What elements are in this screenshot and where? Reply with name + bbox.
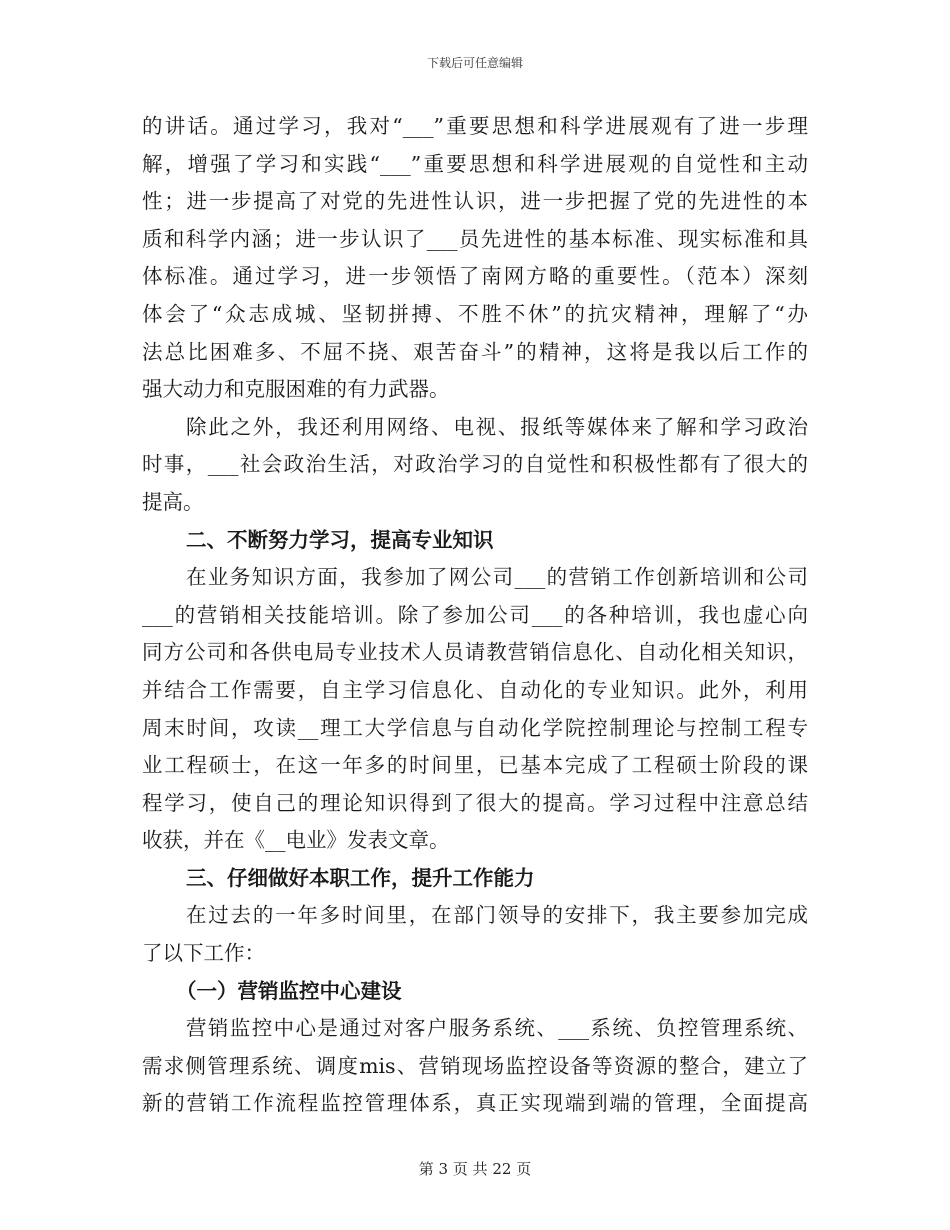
document-body [142,108,808,1123]
paragraph-line: 的讲话。通过学习，我对“___”重要思想和科学进展观有了进一步理 [142,114,808,138]
paragraph-line: 在业务知识方面，我参加了网公司___的营销工作创新培训和公司 [186,565,808,590]
paragraph-line: 强大动力和克服困难的有力武器。 [142,377,450,402]
paragraph-line: 程学习，使自己的理论知识得到了很大的提高。学习过程中注意总结 [142,790,808,815]
paragraph-line: 需求侧管理系统、调度mis、营销现场监控设备等资源的整合，建立了 [142,1053,808,1078]
page-number: 第 3 页 共 22 页 [418,1160,532,1178]
paragraph-line: 了以下工作： [142,941,265,966]
paragraph-line: 质和科学内涵；进一步认识了___员先进性的基本标准、现实标准和具 [142,226,808,251]
section-heading: 二、不断努力学习，提高专业知识 [186,527,494,552]
paragraph-line: 除此之外，我还利用网络、电视、报纸等媒体来了解和学习政治 [186,414,808,439]
paragraph-line: 业工程硕士，在这一年多的时间里，已基本完成了工程硕士阶段的课 [142,753,808,778]
section-heading: 三、仔细做好本职工作，提升工作能力 [186,865,535,890]
paragraph-line: 性；进一步提高了对党的先进性认识，进一步把握了党的先进性的本 [142,189,808,214]
paragraph-line: 法总比困难多、不屈不挠、艰苦奋斗”的精神，这将是我以后工作的 [142,339,808,364]
paragraph-line: 周末时间，攻读__理工大学信息与自动化学院控制理论与控制工程专 [142,715,808,740]
paragraph-line: 解，增强了学习和实践“___”重要思想和科学进展观的自觉性和主动 [142,151,808,176]
paragraph-line: 营销监控中心是通过对客户服务系统、___系统、负控管理系统、 [186,1016,808,1041]
paragraph-line: 体会了“众志成城、坚韧拼搏、不胜不休”的抗灾精神，理解了“办 [142,301,808,326]
paragraph-line: 并结合工作需要，自主学习信息化、自动化的专业知识。此外，利用 [142,677,808,702]
page-header: 下载后可任意编辑 [426,56,523,70]
paragraph-line: 体标准。通过学习，进一步领悟了南网方略的重要性。（范本）深刻 [142,264,808,289]
subsection-heading: （一）营销监控中心建设 [176,978,402,1003]
paragraph-line: 时事，___社会政治生活，对政治学习的自觉性和积极性都有了很大的 [142,452,808,477]
paragraph-line: 提高。 [142,489,204,514]
paragraph-line: 新的营销工作流程监控管理体系，真正实现端到端的管理，全面提高 [142,1091,808,1116]
paragraph-line: ___的营销相关技能培训。除了参加公司___的各种培训，我也虚心向 [142,602,808,627]
paragraph-line: 同方公司和各供电局专业技术人员请教营销信息化、自动化相关知识， [142,640,808,665]
paragraph-line: 在过去的一年多时间里，在部门领导的安排下，我主要参加完成 [186,903,808,928]
paragraph-line: 收获，并在《__电业》发表文章。 [142,828,450,853]
